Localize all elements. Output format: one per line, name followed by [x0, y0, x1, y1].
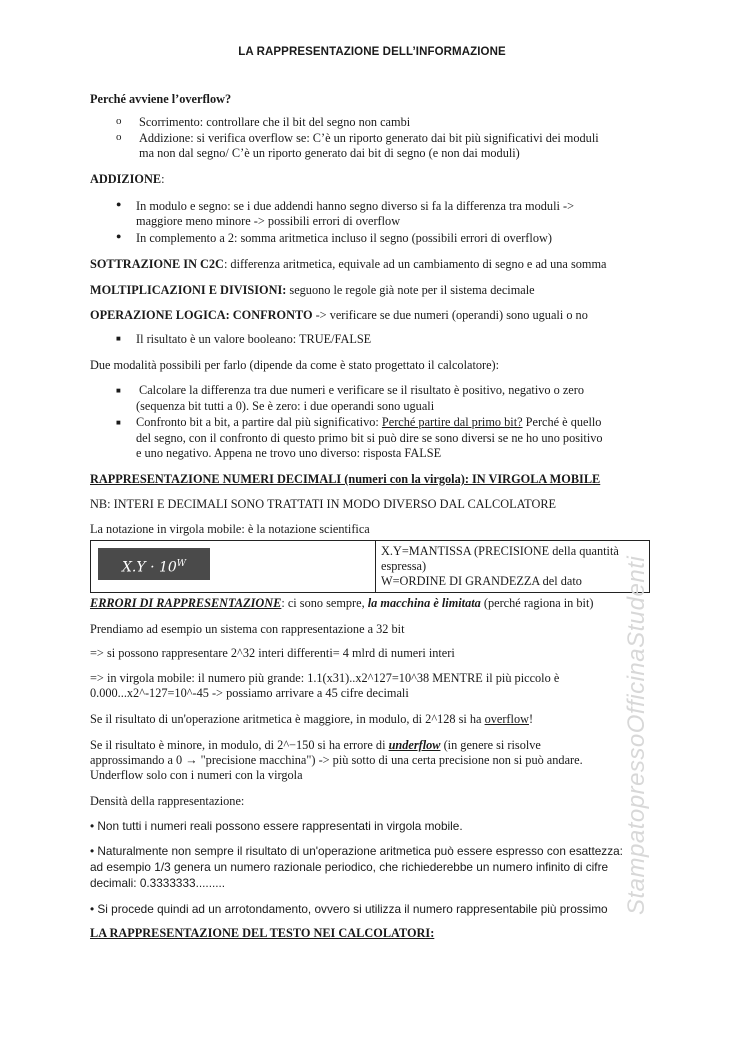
square-bullet: ■ [116, 418, 121, 427]
bullet-paragraph: • Non tutti i numeri reali possono essere rappresentati in virgola mobile. [90, 819, 463, 833]
sottrazione-label: SOTTRAZIONE IN C2C [90, 257, 224, 271]
errori-bold: la macchina è limitata [367, 596, 481, 610]
table-right-cell [381, 544, 646, 589]
modalita-intro: Due modalità possibili per farlo (dipende da come è stato progettato il calcolatore): [90, 358, 500, 372]
paragraph: Densità della rappresentazione: [90, 794, 245, 808]
notation-table [90, 540, 650, 593]
paragraph: Underflow solo con i numeri con la virgola [90, 768, 303, 782]
text-span: (perché ragiona in bit) [480, 596, 594, 610]
table-divider [375, 541, 376, 592]
bullet-paragraph-cont: decimali: 0.3333333......... [90, 876, 226, 890]
paragraph: approssimando a 0 → "precisione macchina") -> più sotto di una certa precisione non si può andare. [90, 753, 583, 767]
errori-line [90, 595, 650, 611]
list-item-continuation: (sequenza bit tutti a 0). Se è zero: i due operandi sono uguali [136, 399, 435, 413]
list-item: In complemento a 2: somma aritmetica incluso il segno (possibili errori di overflow) [136, 231, 552, 245]
moltiplicazioni-line [90, 282, 650, 298]
confronto-line [90, 307, 650, 323]
decimali-heading: RAPPRESENTAZIONE NUMERI DECIMALI (numeri con la virgola): IN VIRGOLA MOBILE [90, 472, 601, 486]
text-span: (in genere si risolve [440, 738, 541, 752]
confronto-text: -> verificare se due numeri (operandi) sono uguali o no [312, 308, 588, 322]
overflow-term: overflow [484, 712, 529, 726]
errori-label: ERRORI DI RAPPRESENTAZIONE [90, 596, 282, 610]
page-title: LA RAPPRESENTAZIONE DELL’INFORMAZIONE [238, 46, 506, 58]
list-item-continuation: ma non dal segno/ C’è un riporto generato dai bit di segno (e non dai moduli) [139, 146, 520, 160]
bullet-paragraph-cont: ad esempio 1/3 genera un numero razionale periodico, che richiederebbe un numero infinito di cifre [90, 860, 609, 874]
addizione-label: ADDIZIONE [90, 172, 162, 186]
underlined-question: Perché partire dal primo bit? [381, 415, 523, 429]
sottrazione-text: : differenza aritmetica, equivale ad un cambiamento di segno e ad una somma [223, 257, 607, 271]
paragraph: Prendiamo ad esempio un sistema con rappresentazione a 32 bit [90, 622, 405, 636]
list-item-continuation: e uno negativo. Appena ne trovo uno diverso: risposta FALSE [136, 446, 442, 460]
watermark: StampatopressoOfficinaStudenti [623, 555, 650, 915]
moltiplicazioni-text: seguono le regole già note per il sistema decimale [286, 283, 535, 297]
nb-line: NB: INTERI E DECIMALI SONO TRATTATI IN MODO DIVERSO DAL CALCOLATORE [90, 497, 557, 511]
text-span: ! [528, 712, 534, 726]
underflow-term: underflow [388, 738, 441, 752]
list-item: Addizione: si verifica overflow se: C’è un riporto generato dai bit più significativi dei moduli [139, 131, 599, 145]
list-item: Il risultato è un valore booleano: TRUE/FALSE [136, 332, 372, 346]
overflow-heading: Perché avviene l’overflow? [90, 92, 232, 106]
addizione-colon: : [161, 172, 165, 186]
testo-heading: LA RAPPRESENTAZIONE DEL TESTO NEI CALCOLATORI: [90, 926, 435, 940]
list-marker-o: o [116, 115, 122, 127]
bullet: ● [116, 199, 122, 209]
square-bullet: ■ [116, 334, 121, 343]
list-item: In modulo e segno: se i due addendi hanno segno diverso si fa la differenza tra moduli -> [136, 199, 575, 213]
underflow-paragraph [90, 737, 650, 753]
list-item: Calcolare la differenza tra due numeri e verificare se il risultato è positivo, negativo o zero [139, 383, 585, 397]
text-span: Perché è quello [522, 415, 602, 429]
text-span: Se il risultato è minore, in modulo, di 2^−150 si ha errore di [90, 738, 389, 752]
square-bullet: ■ [116, 386, 121, 395]
addizione-heading [90, 171, 650, 187]
text-span: : ci sono sempre, [281, 596, 368, 610]
overflow-paragraph [90, 711, 650, 727]
text-span: Se il risultato di un'operazione aritmetica è maggiore, in modulo, di 2^128 si ha [90, 712, 485, 726]
paragraph: => in virgola mobile: il numero più grande: 1.1(x31)..x2^127=10^38 MENTRE il più piccolo è [90, 671, 560, 685]
confronto-label: OPERAZIONE LOGICA: CONFRONTO [90, 308, 313, 322]
paragraph: => si possono rappresentare 2^32 interi differenti= 4 mlrd di numeri interi [90, 646, 455, 660]
notazione-line: La notazione in virgola mobile: è la notazione scientifica [90, 522, 370, 536]
table-line: X.Y=MANTISSA (PRECISIONE della quantità [381, 544, 619, 558]
text-span: Confronto bit a bit, a partire dal più significativo: [136, 415, 382, 429]
list-item-continuation: del segno, con il confronto di questo primo bit si può dire se sono diversi se ne ho uno positivo [136, 431, 603, 445]
table-line: W=ORDINE DI GRANDEZZA del dato [381, 574, 582, 588]
formula-base: X.Y · 10 [121, 559, 177, 576]
sottrazione-line [90, 256, 650, 272]
bullet-paragraph: • Si procede quindi ad un arrotondamento, ovvero si utilizza il numero rappresentabile più prossimo [90, 902, 608, 916]
formula-image [98, 548, 210, 580]
list-item [136, 415, 601, 430]
bullet-paragraph: • Naturalmente non sempre il risultato di un'operazione aritmetica può essere espresso con esattezza: [90, 844, 623, 858]
list-item-continuation: maggiore meno minore -> possibili errori di overflow [136, 214, 401, 228]
moltiplicazioni-label: MOLTIPLICAZIONI E DIVISIONI: [90, 283, 287, 297]
list-item: Scorrimento: controllare che il bit del segno non cambi [139, 115, 411, 129]
list-marker-o: o [116, 131, 122, 143]
table-line: espressa) [381, 559, 427, 573]
paragraph: 0.000...x2^-127=10^-45 -> possiamo arrivare a 45 cifre decimali [90, 686, 409, 700]
formula-exponent: W [176, 559, 187, 569]
bullet: ● [116, 231, 122, 241]
